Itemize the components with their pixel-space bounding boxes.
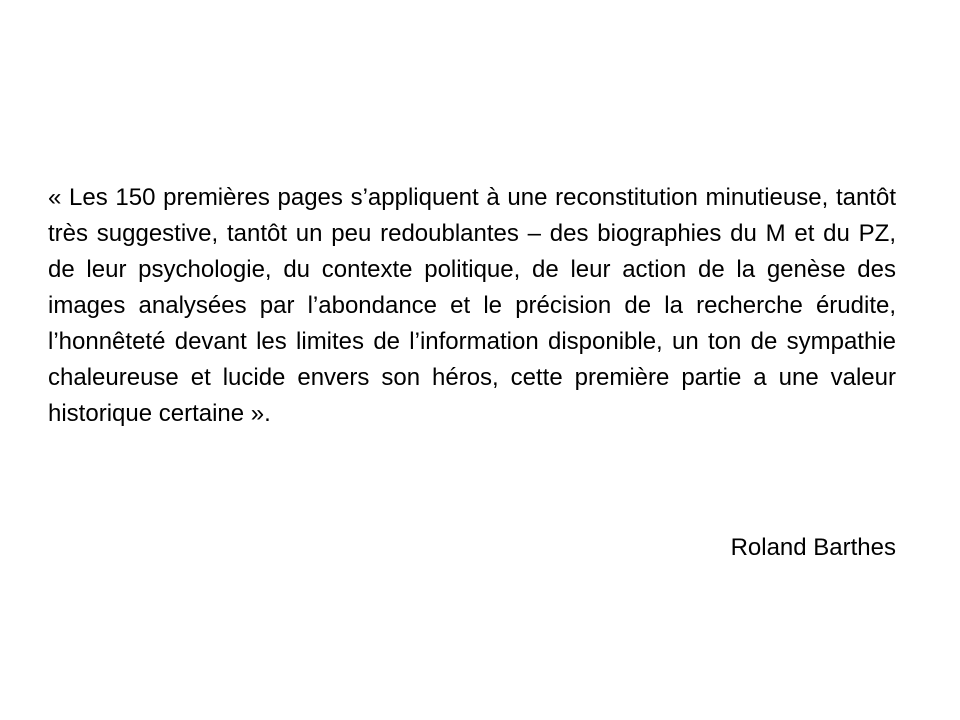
quote-block [48,180,896,432]
quote-author: Roland Barthes [730,534,896,561]
quote-text: « Les 150 premières pages s’appliquent à une reconstitution minutieuse, tantôt très suggestive, tantôt un peu redoublantes – des biographies du M et du PZ, de leur psychologie, du contexte politique, de leur action de la genèse des images analysées par l’abondance et le précision de la recherche érudite, l’honnêteté devant les limites de l’information disponible, un ton de sympathie chaleureuse et lucide envers son héros, cette première partie a une valeur historique certaine ». [48,184,896,427]
